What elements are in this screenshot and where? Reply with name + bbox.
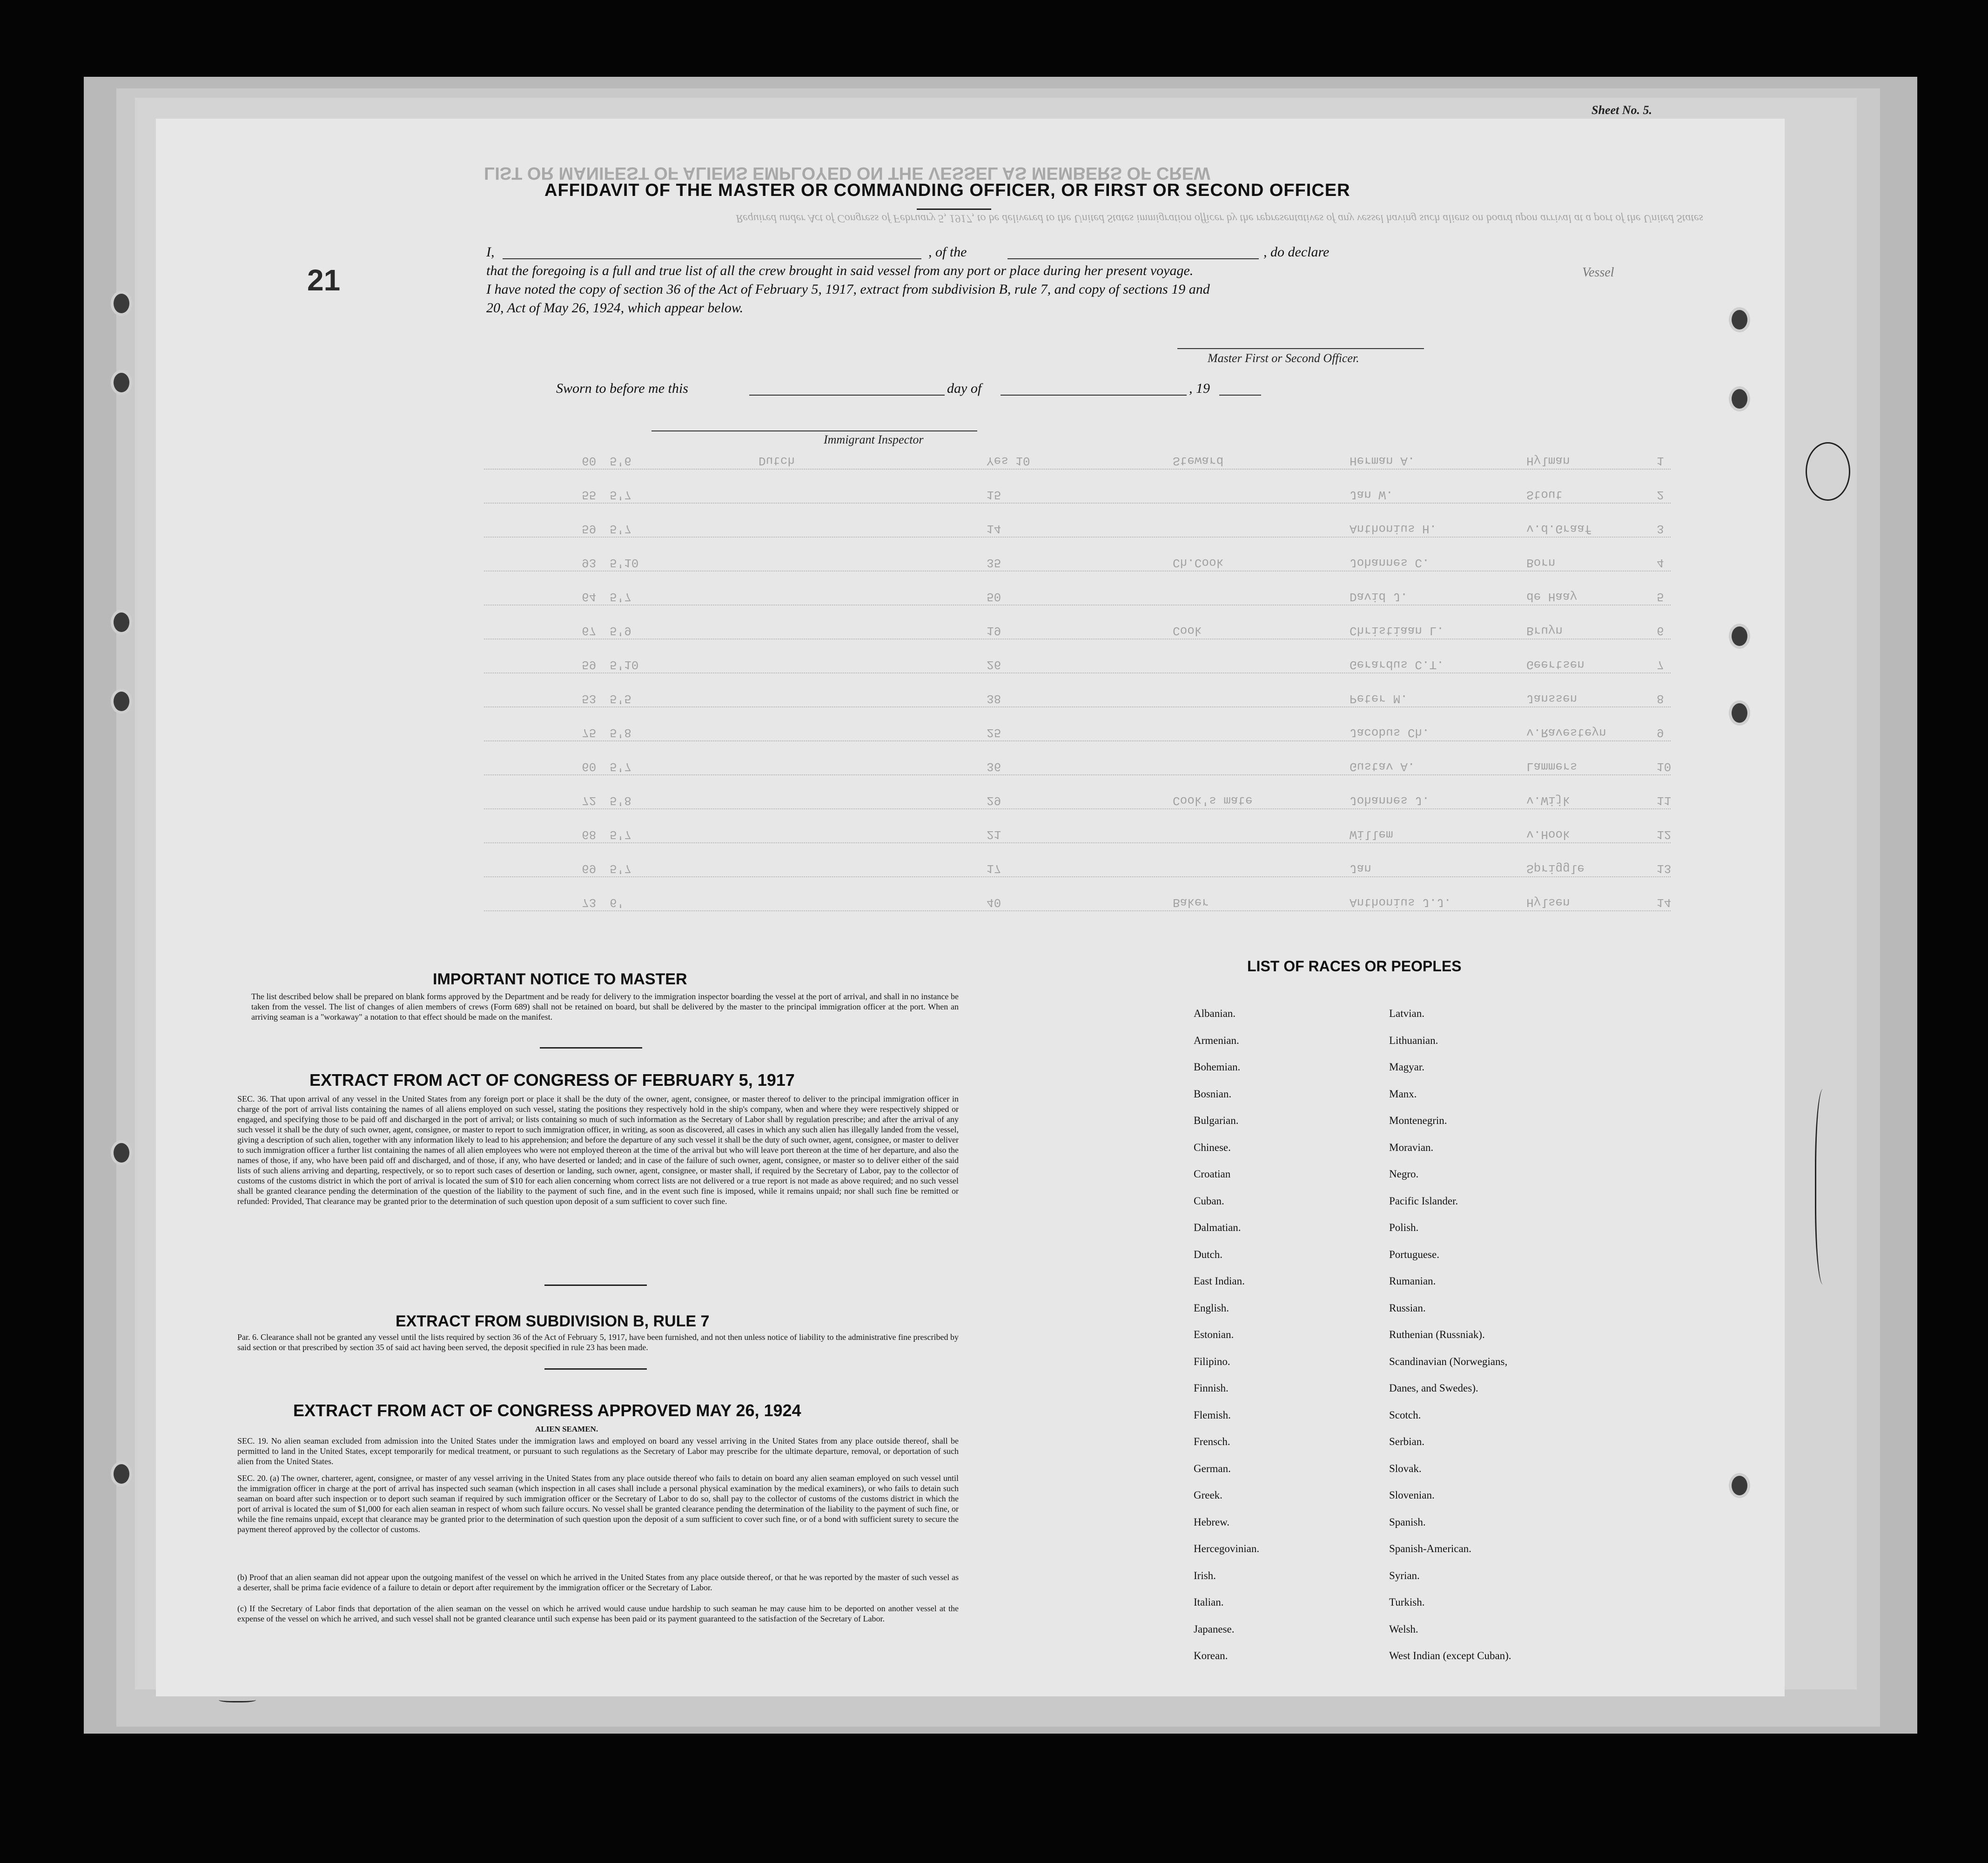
manifest-cell-height: 5'7: [610, 827, 631, 841]
manifest-cell-weight: 60: [582, 454, 597, 468]
signature-label: Master First or Second Officer.: [1208, 351, 1359, 365]
manifest-row-rule: [484, 673, 1671, 675]
race-item: Welsh.: [1389, 1623, 1418, 1635]
notice-rule: [540, 1047, 642, 1049]
extract-1924-title: EXTRACT FROM ACT OF CONGRESS APPROVED MAY 26, 1924: [293, 1401, 801, 1420]
race-item: Lithuanian.: [1389, 1034, 1438, 1046]
manifest-cell-weight: 75: [582, 726, 597, 740]
race-item: Croatian: [1194, 1168, 1231, 1180]
year-blank: [1219, 395, 1261, 396]
affidavit-line-4: 20, Act of May 26, 1924, which appear below.: [486, 300, 744, 316]
race-item: West Indian (except Cuban).: [1389, 1650, 1511, 1661]
manifest-cell-weight: 73: [582, 895, 597, 909]
extract-rule7-rule: [544, 1368, 647, 1370]
extract-1924-sec20b: (b) Proof that an alien seaman did not appear upon the outgoing manifest of the vessel on which he arrived in the United States from any place outside thereof, or that he was reported by the master of such vessel as a deserter, shall be prima facie evidence of a failure to detain or deport after requirement by the immigration officer or the Secretary of Labor.: [237, 1573, 959, 1592]
race-item: Finnish.: [1194, 1382, 1229, 1394]
manifest-cell-given: David J.: [1350, 590, 1408, 604]
manifest-cell-age: 21: [987, 827, 1001, 841]
manifest-cell-family: Stout: [1526, 488, 1563, 502]
race-item: Portuguese.: [1389, 1248, 1439, 1260]
manifest-cell-weight: 68: [582, 827, 597, 841]
extract-rule7-title: EXTRACT FROM SUBDIVISION B, RULE 7: [396, 1312, 710, 1330]
manifest-cell-weight: 72: [582, 794, 597, 807]
manifest-cell-age: 35: [987, 556, 1001, 570]
manifest-cell-height: 6': [610, 895, 625, 909]
manifest-cell-family: Bruyn: [1526, 624, 1563, 638]
race-item: Russian.: [1389, 1302, 1426, 1314]
pencil-mark: [219, 1696, 256, 1702]
punch-hole: [1729, 386, 1750, 411]
manifest-cell-age: 36: [987, 760, 1001, 773]
manifest-cell-no: 2: [1657, 488, 1664, 502]
affidavit-title: AFFIDAVIT OF THE MASTER OR COMMANDING OFFICER, OR FIRST OR SECOND OFFICER: [544, 181, 1350, 200]
manifest-cell-capacity: Steward: [1173, 454, 1224, 468]
year-label: , 19: [1189, 381, 1210, 396]
manifest-row-rule: [484, 537, 1671, 539]
manifest-cell-no: 13: [1657, 861, 1672, 875]
manifest-cell-capacity: Baker: [1173, 895, 1209, 909]
race-item: Cuban.: [1194, 1195, 1224, 1207]
affidavit-line-2: that the foregoing is a full and true list of all the crew brought in said vessel from any port or place during her present voyage.: [486, 263, 1194, 278]
manifest-cell-family: v.Ravesteyn: [1526, 726, 1606, 740]
manifest-row-rule: [484, 808, 1671, 811]
manifest-cell-weight: 67: [582, 624, 597, 638]
pencil-mark: [1806, 442, 1850, 501]
race-item: Bulgarian.: [1194, 1115, 1239, 1126]
alien-seamen-heading: ALIEN SEAMEN.: [535, 1425, 598, 1433]
manifest-cell-height: 5'7: [610, 760, 631, 773]
race-item: Ruthenian (Russniak).: [1389, 1329, 1485, 1340]
manifest-row-rule: [484, 876, 1671, 879]
manifest-cell-height: 5'10: [610, 658, 639, 672]
manifest-row-rule: [484, 910, 1671, 913]
manifest-cell-given: Gustav A.: [1350, 760, 1415, 773]
manifest-cell-given: Jan W.: [1350, 488, 1393, 502]
manifest-row-rule: [484, 571, 1671, 573]
manifest-cell-no: 9: [1657, 726, 1664, 740]
manifest-cell-height: 5'8: [610, 726, 631, 740]
manifest-cell-height: 5'7: [610, 522, 631, 536]
race-item: Dalmatian.: [1194, 1222, 1241, 1233]
manifest-cell-weight: 59: [582, 658, 597, 672]
manifest-cell-given: Christiaan L.: [1350, 624, 1444, 638]
manifest-cell-given: Johannes J.: [1350, 794, 1430, 807]
pencil-tally: [1815, 1089, 1835, 1285]
manifest-cell-no: 14: [1657, 895, 1672, 909]
punch-hole: [1729, 1473, 1750, 1498]
race-item: Japanese.: [1194, 1623, 1235, 1635]
manifest-cell-no: 10: [1657, 760, 1672, 773]
punch-hole: [1729, 307, 1750, 332]
extract-1924-sec19: SEC. 19. No alien seaman excluded from admission into the United States under the immigration laws and employed on board any vessel arriving in the United States from any place outside thereof, shall be permitted to land in the United States, except temporarily for medical treatment, or pursuant to such regulations as the Secretary of Labor may prescribe for the ultimate departure, removal, or deportation of such alien from the United States.: [237, 1436, 959, 1466]
page-number: 21: [307, 263, 341, 297]
race-item: Bohemian.: [1194, 1061, 1241, 1073]
manifest-row-rule: [484, 706, 1671, 709]
manifest-cell-no: 5: [1657, 590, 1664, 604]
manifest-cell-capacity: Cook's mate: [1173, 794, 1253, 807]
manifest-cell-no: 8: [1657, 692, 1664, 706]
race-item: Greek.: [1194, 1489, 1222, 1501]
race-item: Serbian.: [1389, 1436, 1425, 1447]
manifest-cell-family: de Haay: [1526, 590, 1578, 604]
manifest-cell-given: Peter M.: [1350, 692, 1408, 706]
manifest-cell-no: 6: [1657, 624, 1664, 638]
race-item: Slovenian.: [1389, 1489, 1435, 1501]
race-item: Montenegrin.: [1389, 1115, 1447, 1126]
race-item: Estonian.: [1194, 1329, 1234, 1340]
manifest-vessel-label: Vessel: [1582, 265, 1614, 280]
master-name-blank: [503, 258, 921, 259]
sheet-number: Sheet No. 5.: [1592, 103, 1652, 117]
manifest-cell-nationality: Dutch: [759, 454, 795, 468]
race-item: Chinese.: [1194, 1141, 1231, 1153]
month-blank: [1001, 395, 1187, 396]
race-item: Albanian.: [1194, 1008, 1236, 1019]
manifest-cell-age: 38: [987, 692, 1001, 706]
manifest-cell-height: 5'7: [610, 590, 631, 604]
affidavit-declare-label: , do declare: [1263, 244, 1330, 260]
race-item: Manx.: [1389, 1088, 1417, 1100]
manifest-cell-given: Herman A.: [1350, 454, 1415, 468]
race-item: Danes, and Swedes).: [1389, 1382, 1478, 1394]
manifest-cell-weight: 55: [582, 488, 597, 502]
sworn-day-blank: [749, 395, 945, 396]
manifest-cell-weight: 59: [582, 522, 597, 536]
extract-1924-sec20a: SEC. 20. (a) The owner, charterer, agent, consignee, or master of any vessel arriving in the United States from any place outside thereof who fails to detain on board any alien seaman employed on such vessel until the immigration officer in charge at the port of arrival has inspected such seaman (which inspection in all cases shall include a personal physical examination by the medical examiners), or who fails to detain such seaman on board after such inspection or to deport such seaman if required by such immigration officer or the Secretary of Labor to do so, shall pay to the collector of customs of the customs district in which the port of arrival is located the sum of $1,000 for each alien seaman in respect of whom such failure occurs. No vessel shall be granted clearance pending the determination of the liability to the payment of such fine, or while the fine remains unpaid, except that clearance may be granted prior to the determination of such question upon the deposit of a sum sufficient to cover such fine, or of a bond with sufficient surety to secure the payment thereof approved by the collector of customs.: [237, 1473, 959, 1534]
manifest-cell-given: Johannes C.: [1350, 556, 1430, 570]
race-item: Flemish.: [1194, 1409, 1231, 1421]
race-item: East Indian.: [1194, 1275, 1245, 1287]
punch-hole: [1729, 700, 1750, 726]
race-item: Syrian.: [1389, 1569, 1420, 1581]
race-item: Magyar.: [1389, 1061, 1425, 1073]
manifest-cell-capacity: Ch.Cook: [1173, 556, 1224, 570]
manifest-cell-capacity: Cook: [1173, 624, 1202, 638]
race-item: Polish.: [1389, 1222, 1419, 1233]
manifest-cell-no: 4: [1657, 556, 1664, 570]
manifest-subtitle: Required under Act of Congress of February 5, 1917, to be delivered to the United States immigration officer by the representatives of any vessel having such aliens on board upon arrival at a port of the United States: [736, 212, 1703, 224]
punch-hole: [111, 610, 132, 635]
race-item: Armenian.: [1194, 1034, 1239, 1046]
race-item: Pacific Islander.: [1389, 1195, 1458, 1207]
affidavit-of-the-label: , of the: [928, 244, 967, 260]
manifest-row-rule: [484, 740, 1671, 743]
race-item: Spanish.: [1389, 1516, 1426, 1528]
notice-title: IMPORTANT NOTICE TO MASTER: [433, 970, 687, 988]
manifest-cell-given: Jacobus Ch.: [1350, 726, 1430, 740]
manifest-row-rule: [484, 639, 1671, 641]
race-item: Filipino.: [1194, 1355, 1230, 1367]
manifest-cell-family: v.Hook: [1526, 827, 1570, 841]
punch-hole: [111, 1461, 132, 1486]
manifest-cell-weight: 64: [582, 590, 597, 604]
sworn-label: Sworn to before me this: [556, 381, 688, 396]
manifest-cell-family: Born: [1526, 556, 1556, 570]
punch-hole: [111, 689, 132, 714]
race-item: Hercegovinian.: [1194, 1543, 1260, 1554]
manifest-cell-family: Hylman: [1526, 454, 1570, 468]
punch-hole: [111, 1140, 132, 1165]
manifest-cell-age: Yes 10: [987, 454, 1030, 468]
punch-hole: [111, 291, 132, 316]
manifest-cell-height: 5'7: [610, 488, 631, 502]
race-item: Moravian.: [1389, 1141, 1434, 1153]
manifest-title: LIST OR MANIFEST OF ALIENS EMPLOYED ON THE VESSEL AS MEMBERS OF CREW: [484, 163, 1210, 183]
manifest-cell-weight: 93: [582, 556, 597, 570]
extract-1917-body: SEC. 36. That upon arrival of any vessel in the United States from any foreign port or place it shall be the duty of the owner, agent, consignee, or master thereof to deliver to the principal immigration officer in charge of the port of arrival lists containing the names of all aliens employed on such vessel, stating the positions they respectively hold in the ship's company, when and where they were respectively shipped or engaged, and specifying those to be paid off and discharged in the port of arrival; or lists containing so much of such information as the Secretary of Labor shall by regulation prescribe; and after the arrival of any such vessel it shall be the duty of such owner, agent, consignee, or master to report to such immigration officer, in writing, as soon as discovered, all cases in which any such alien has illegally landed from the vessel, giving a description of such alien, together with any information likely to lead to his apprehension; and before the departure of any such vessel it shall be the duty of such owner, agent, consignee, or master to deliver to such immigration officer a further list containing the names of all alien employees who were not employed thereon at the time of the arrival but who will leave port thereon at the time of her departure, and also the names of those, if any, who have been paid off and discharged, and of those, if any, who have deserted or landed; and in case of the failure of such owner, agent, consignee, or master so to deliver either of the said lists of such aliens arriving and departing, respectively, or so to report such cases of desertion or landing, such owner, agent, consignee, or master shall, if required by the Secretary of Labor, pay to the collector of customs of the customs district in which the port of arrival is located the sum of $10 for each alien concerning whom correct lists are not delivered or a true report is not made as above required; and no such vessel shall be granted clearance pending the determination of the question of the liability to the payment of such fine, and in the event such fine is imposed, while it remains unpaid; nor shall such fine be remitted or refunded: Provided, That clearance may be granted prior to the determination of such question upon deposit of a sum sufficient to cover such fine.: [237, 1094, 959, 1206]
manifest-cell-family: Hylsen: [1526, 895, 1570, 909]
manifest-cell-no: 1: [1657, 454, 1664, 468]
manifest-cell-family: v.d.Graaf: [1526, 522, 1592, 536]
inspector-blank: [651, 430, 977, 431]
manifest-cell-height: 5'5: [610, 692, 631, 706]
manifest-cell-no: 7: [1657, 658, 1664, 672]
day-of-label: day of: [947, 381, 982, 396]
race-item: German.: [1194, 1462, 1231, 1474]
manifest-cell-height: 5'7: [610, 861, 631, 875]
race-item: Irish.: [1194, 1569, 1216, 1581]
race-item: Scotch.: [1389, 1409, 1421, 1421]
race-item: Negro.: [1389, 1168, 1419, 1180]
race-item: Bosnian.: [1194, 1088, 1232, 1100]
race-item: Latvian.: [1389, 1008, 1424, 1019]
race-item: Frensch.: [1194, 1436, 1230, 1447]
affidavit-line-3: I have noted the copy of section 36 of the Act of February 5, 1917, extract from subdivision B, rule 7, and copy of sections 19 and: [486, 282, 1210, 297]
race-item: English.: [1194, 1302, 1229, 1314]
race-item: Italian.: [1194, 1596, 1224, 1608]
manifest-cell-family: v.Wijk: [1526, 794, 1570, 807]
manifest-cell-age: 19: [987, 624, 1001, 638]
manifest-cell-height: 5'9: [610, 624, 631, 638]
manifest-cell-family: Geertsen: [1526, 658, 1585, 672]
manifest-row-rule: [484, 503, 1671, 505]
manifest-cell-given: Gerardus C.T.: [1350, 658, 1444, 672]
manifest-cell-height: 5'6: [610, 454, 631, 468]
punch-hole: [1729, 624, 1750, 649]
race-item: Turkish.: [1389, 1596, 1425, 1608]
manifest-cell-age: 17: [987, 861, 1001, 875]
manifest-cell-height: 5'8: [610, 794, 631, 807]
manifest-cell-age: 25: [987, 726, 1001, 740]
race-item: Spanish-American.: [1389, 1543, 1471, 1554]
manifest-cell-no: 3: [1657, 522, 1664, 536]
inspector-label: Immigrant Inspector: [824, 433, 924, 446]
manifest-cell-age: 50: [987, 590, 1001, 604]
manifest-cell-family: Janssen: [1526, 692, 1578, 706]
manifest-cell-height: 5'10: [610, 556, 639, 570]
manifest-cell-age: 15: [987, 488, 1001, 502]
manifest-cell-no: 12: [1657, 827, 1672, 841]
manifest-cell-no: 11: [1657, 794, 1672, 807]
race-item: Slovak.: [1389, 1462, 1422, 1474]
manifest-cell-weight: 69: [582, 861, 597, 875]
extract-1917-title: EXTRACT FROM ACT OF CONGRESS OF FEBRUARY 5, 1917: [309, 1070, 795, 1090]
manifest-cell-weight: 53: [582, 692, 597, 706]
manifest-row-rule: [484, 842, 1671, 845]
race-item: Hebrew.: [1194, 1516, 1230, 1528]
race-item: Dutch.: [1194, 1248, 1222, 1260]
manifest-row-rule: [484, 774, 1671, 777]
manifest-cell-given: Anthonius H.: [1350, 522, 1437, 536]
race-item: Scandinavian (Norwegians,: [1389, 1355, 1508, 1367]
race-item: Rumanian.: [1389, 1275, 1436, 1287]
manifest-cell-family: Lammers: [1526, 760, 1578, 773]
signature-blank: [1177, 348, 1424, 349]
race-item: Korean.: [1194, 1650, 1228, 1661]
manifest-cell-family: Spriggle: [1526, 861, 1585, 875]
races-title: LIST OF RACES OR PEOPLES: [1247, 958, 1462, 975]
affidavit-i-label: I,: [486, 244, 495, 260]
manifest-cell-age: 40: [987, 895, 1001, 909]
extract-rule7-body: Par. 6. Clearance shall not be granted any vessel until the lists required by section 36 of the Act of February 5, 1917, have been furnished, and not then unless notice of liability to the administrative fine prescribed by said section or that prescribed by section 35 of said act having been served, the deposit specified in rule 23 has been made.: [237, 1332, 959, 1352]
punch-hole: [111, 370, 132, 395]
manifest-row-rule: [484, 469, 1671, 471]
manifest-row-rule: [484, 605, 1671, 607]
notice-body: The list described below shall be prepared on blank forms approved by the Department and be ready for delivery to the immigration inspector boarding the vessel at the port of arrival, and shall in no instance be taken from the vessel. The list of changes of alien members of crews (Form 689) shall not be retained on board, but shall be delivered by the master to the principal immigration officer at the port. When an arriving seaman is a "workaway" a notation to that effect should be made on the manifest.: [251, 992, 959, 1022]
vessel-name-blank: [1007, 258, 1259, 259]
manifest-cell-age: 29: [987, 794, 1001, 807]
manifest-cell-given: Anthonius J.J.: [1350, 895, 1451, 909]
manifest-cell-weight: 60: [582, 760, 597, 773]
manifest-cell-given: Willem: [1350, 827, 1393, 841]
manifest-cell-age: 14: [987, 522, 1001, 536]
title-underline: [917, 208, 991, 210]
manifest-cell-given: Jan: [1350, 861, 1371, 875]
manifest-cell-age: 26: [987, 658, 1001, 672]
extract-1924-sec20c: (c) If the Secretary of Labor finds that deportation of the alien seaman on the vessel on which he arrived would cause undue hardship to such seaman he may cause him to be deported on another vessel at the expense of the vessel on which he arrived, and such vessel shall not be granted clearance until such expense has been paid or its payment guaranteed to the satisfaction of the Secretary of Labor.: [237, 1604, 959, 1623]
extract-1917-rule: [544, 1285, 647, 1286]
